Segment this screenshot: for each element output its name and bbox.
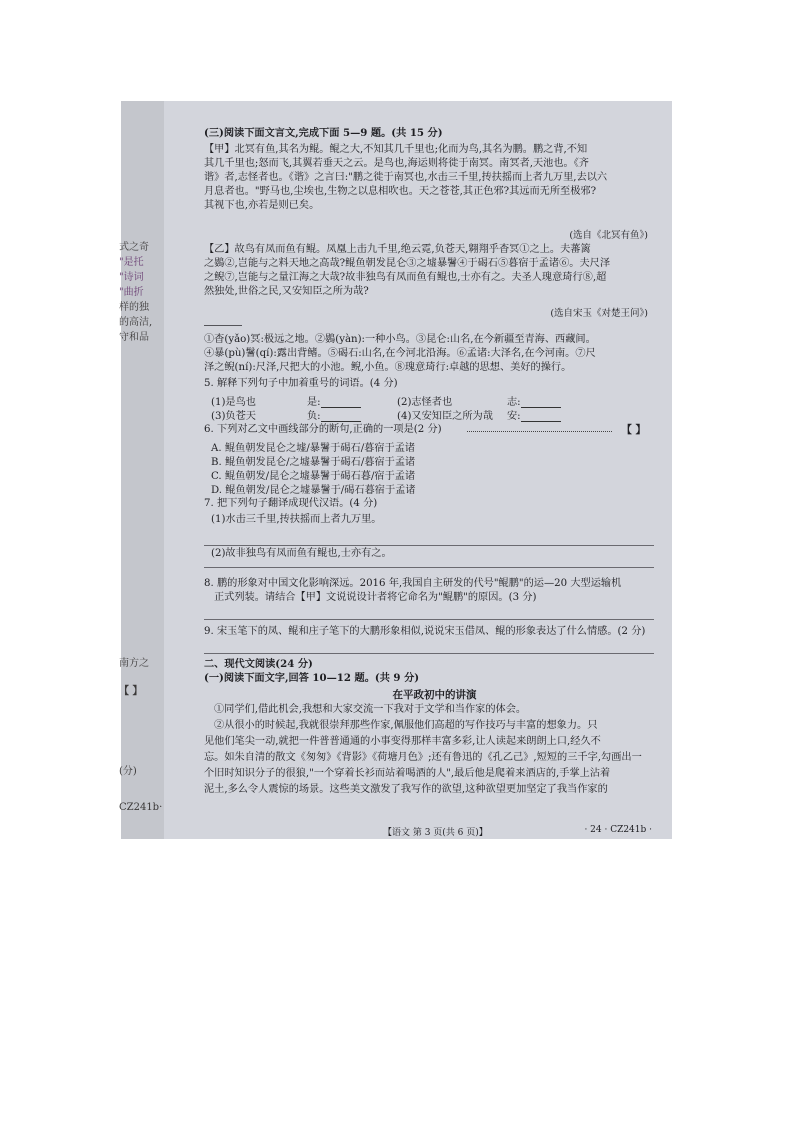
question-stem: 5. 解释下列句子中加着重号的词语。(4 分) xyxy=(204,378,398,389)
question-stem: 8. 鹏的形象对中国文化影响深远。2016 年,我国自主研发的代号"鲲鹏"的运—20 大型运输机 xyxy=(204,578,622,589)
text-line: 【甲】北冥有鱼,其名为鲲。鲲之大,不知其几千里也;化而为鸟,其名为鹏。鹏之背,不知 xyxy=(204,144,588,155)
section-subheading: (一)阅读下面文字,回答 10—12 题。(共 9 分) xyxy=(204,672,420,684)
text-line: 之鲵⑦,岂能与之量江海之大哉?故非独鸟有凤而鱼有鲲也,士亦有之。夫圣人瑰意琦行⑧,超 xyxy=(204,272,607,283)
q5-item-label xyxy=(507,407,561,422)
option-c[interactable]: C. 鲲鱼朝发/昆仑之墟暴鬐于碣石暮/宿于孟诸 xyxy=(211,471,416,482)
page-code: · 24 · CZ241b · xyxy=(584,825,652,835)
q5-item-label-text: 负: xyxy=(307,411,321,422)
translate-sentence: (2)故非独鸟有凤而鱼有鲲也,士亦有之。 xyxy=(211,548,392,559)
answer-blank[interactable] xyxy=(321,411,361,422)
answer-line[interactable] xyxy=(204,619,654,620)
source-citation: (选自《北冥有鱼》) xyxy=(569,230,648,241)
answer-line[interactable] xyxy=(204,567,654,568)
answer-blank[interactable] xyxy=(521,411,561,422)
text-line: 之鷃②,岂能与之料天地之高哉?鲲鱼朝发昆仑③之墟暴鬐④于碣石⑤暮宿于孟诸⑥。夫尺泽 xyxy=(204,258,611,269)
q5-item-label xyxy=(307,393,361,408)
left-strip-line: 【 】 xyxy=(119,686,143,697)
option-d[interactable]: D. 鲲鱼朝发/昆仑之墟暴鬐于/碣石暮宿于孟诸 xyxy=(211,485,416,496)
text-line: 然独处,世俗之民,又安知臣之所为哉? xyxy=(204,286,369,297)
left-strip-line: 守和品 xyxy=(119,332,149,343)
exam-page xyxy=(197,101,672,839)
note-line: ①杳(yǎo)冥:极远之地。②鷃(yàn):一种小鸟。③昆仑:山名,在今新疆至青海、西藏间。 xyxy=(204,334,596,345)
question-stem: 9. 宋玉笔下的凤、鲲和庄子笔下的大鹏形象相似,说说宋玉借凤、鲲的形象表达了什么情感。(2 分) xyxy=(204,626,646,637)
translate-sentence: (1)水击三千里,抟扶摇而上者九万里。 xyxy=(211,514,382,525)
q5-item-label xyxy=(307,407,361,422)
article-line: 见他们笔尖一动,就把一件普普通通的小事变得那样丰富多彩,让人读起来朗朗上口,经久不 xyxy=(204,736,601,747)
note-line: 泽之鲵(ní):尺泽,尺把大的小池。鲵,小鱼。⑧瑰意琦行:卓越的思想、美好的操行。 xyxy=(204,362,572,373)
q5-item-label-text: 志: xyxy=(507,397,521,408)
option-b[interactable]: B. 鲲鱼朝发昆仑/之墟暴鬐于碣石/暮宿于孟诸 xyxy=(211,457,416,468)
left-strip-line: 的高洁, xyxy=(119,317,153,328)
text-line: 其视下也,亦若是则已矣。 xyxy=(204,200,320,211)
left-strip-line: (分) xyxy=(119,766,137,777)
page-footer: 【语文 第 3 页(共 6 页)】 xyxy=(383,828,488,838)
note-line: ④暴(pù)鬐(qí):露出背鳍。⑤碣石:山名,在今河北沿海。⑥孟诸:大泽名,在今河南。⑦尺 xyxy=(204,348,596,359)
article-line: ②从很小的时候起,我就很崇拜那些作家,佩服他们高超的写作技巧与丰富的想象力。只 xyxy=(214,720,598,731)
source-citation: (选自宋玉《对楚王问》) xyxy=(550,308,648,319)
q5-item: (4)又安知臣之所为哉 xyxy=(397,411,493,422)
article-line: 忘。如朱自清的散文《匆匆》《背影》《荷塘月色》;还有鲁迅的《孔乙己》,短短的三千字,勾画出一 xyxy=(204,752,642,763)
q5-item-label xyxy=(507,393,561,408)
article-line: 个旧时知识分子的很狼,"一个穿着长衫而站着喝酒的人",最后他是爬着来酒店的,手掌上沾着 xyxy=(204,768,611,779)
answer-line[interactable] xyxy=(204,545,654,546)
left-strip-line: 样的独 xyxy=(119,302,149,313)
section-heading: (三)阅读下面文言文,完成下面 5—9 题。(共 15 分) xyxy=(204,127,443,139)
scanned-page xyxy=(121,101,672,839)
q5-item: (1)是鸟也 xyxy=(211,397,256,408)
left-strip-line: "是托 xyxy=(119,257,144,268)
left-strip-line: 南方之 xyxy=(119,658,149,669)
option-a[interactable]: A. 鲲鱼朝发昆仑之墟/暴鬐于碣石/暮宿于孟诸 xyxy=(211,443,416,454)
q5-item-label-text: 是: xyxy=(307,397,321,408)
q5-item-label-text: 安: xyxy=(507,411,521,422)
note-divider xyxy=(204,325,242,326)
q5-item: (3)负苍天 xyxy=(211,411,256,422)
left-strip-line: "诗词 xyxy=(119,272,144,283)
q5-item: (2)志怪者也 xyxy=(397,397,453,408)
question-stem: 6. 下列对乙文中画线部分的断句,正确的一项是(2 分) xyxy=(204,424,442,435)
left-strip-line: CZ241b· xyxy=(119,802,163,813)
answer-line[interactable] xyxy=(204,653,654,654)
left-strip-line: 式之奇 xyxy=(119,242,149,253)
question-stem: 7. 把下列句子翻译成现代汉语。(4 分) xyxy=(204,498,378,509)
adjacent-page-strip xyxy=(121,101,164,839)
article-title: 在平政初中的讲演 xyxy=(392,689,477,701)
section-heading: 二、现代文阅读(24 分) xyxy=(204,658,313,670)
left-strip-line: "曲折 xyxy=(119,287,144,298)
question-stem: 正式列装。请结合【甲】文说说设计者将它命名为"鲲鹏"的原因。(3 分) xyxy=(214,592,537,603)
text-line: 其几千里也;怒而飞,其翼若垂天之云。是鸟也,海运则将徙于南冥。南冥者,天池也。《齐 xyxy=(204,158,589,169)
article-line: 泥土,多么令人震惊的场景。这些美文激发了我写作的欲望,这种欲望更加坚定了我当作家的 xyxy=(204,784,608,795)
text-line: 【乙】故鸟有凤而鱼有鲲。凤凰上击九千里,绝云霓,负苍天,翱翔乎杳冥①之上。夫蕃篱 xyxy=(204,244,591,255)
leader-dots xyxy=(467,431,612,432)
text-line: 月息者也。"野马也,尘埃也,生物之以息相吹也。天之苍苍,其正色邪?其远而无所至极邪? xyxy=(204,186,597,197)
article-line: ①同学们,借此机会,我想和大家交流一下我对于文学和当作家的体会。 xyxy=(214,704,527,715)
answer-bracket[interactable]: 【 】 xyxy=(621,424,646,436)
text-line: 谐》者,志怪者也。《谐》之言曰:"鹏之徙于南冥也,水击三千里,抟扶摇而上者九万里,去以六 xyxy=(204,172,608,183)
